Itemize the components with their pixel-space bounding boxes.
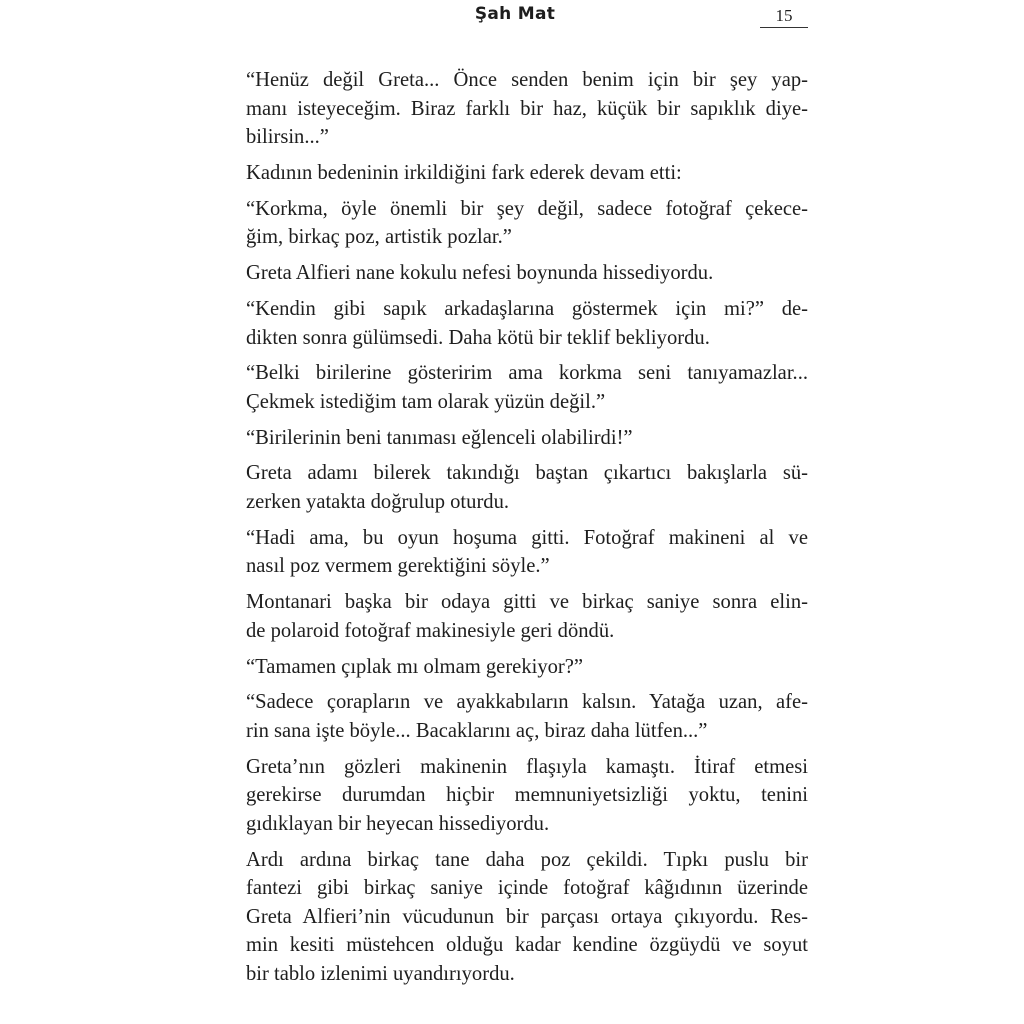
paragraph — [216, 753, 808, 839]
paragraph — [216, 459, 808, 516]
text-line: “Belki birilerine gösteririm ama korkma seni tanıyamazlar... — [246, 362, 808, 385]
text-line: “Kendin gibi sapık arkadaşlarına göstermek için mi?” de- — [246, 297, 808, 320]
paragraph — [216, 359, 808, 416]
text-line: Kadının bedeninin irkildiğini fark ederek devam etti: — [246, 161, 682, 184]
text-line: zerken yatakta doğrulup oturdu. — [246, 491, 510, 514]
text-line: manı isteyeceğim. Biraz farklı bir haz, küçük bir sapıklık diye- — [246, 97, 808, 120]
paragraph — [216, 159, 808, 188]
text-line: Ardı ardına birkaç tane daha poz çekildi. Tıpkı puslu bir — [246, 848, 808, 871]
text-line: nasıl poz vermem gerektiğini söyle.” — [246, 555, 550, 578]
text-line: dikten sonra gülümsedi. Daha kötü bir teklif bekliyordu. — [246, 326, 710, 349]
text-line: “Sadece çorapların ve ayakkabıların kalsın. Yatağa uzan, afe- — [246, 691, 808, 714]
text-line: de polaroid fotoğraf makinesiyle geri döndü. — [246, 619, 615, 642]
paragraph — [216, 424, 808, 453]
text-line: “Henüz değil Greta... Önce senden benim için bir şey yap- — [246, 69, 808, 91]
text-line: fantezi gibi birkaç saniye içinde fotoğraf kâğıdının üzerinde — [246, 877, 808, 900]
running-title: Şah Mat — [474, 4, 556, 24]
paragraph — [216, 846, 808, 989]
text-line: “Hadi ama, bu oyun hoşuma gitti. Fotoğraf makineni al ve — [246, 526, 808, 549]
text-line: “Birilerinin beni tanıması eğlenceli olabilirdi!” — [246, 426, 633, 449]
body-text — [216, 66, 808, 996]
text-line: Greta’nın gözleri makinenin flaşıyla kamaştı. İtiraf etmesi — [246, 755, 808, 778]
text-line: gıdıklayan bir heyecan hissediyordu. — [246, 812, 550, 835]
text-line: min kesiti müstehcen olduğu kadar kendine özgüydü ve soyut — [246, 934, 808, 957]
text-line: Çekmek istediğim tam olarak yüzün değil.” — [246, 390, 606, 413]
text-line: bilirsin...” — [246, 126, 329, 149]
paragraph — [216, 524, 808, 581]
text-line: Greta Alfieri nane kokulu nefesi boynunda hissediyordu. — [246, 262, 714, 285]
text-line: “Korkma, öyle önemli bir şey değil, sadece fotoğraf çekece- — [246, 197, 808, 220]
text-line: gerekirse durumdan hiçbir memnuniyetsizliği yoktu, tenini — [246, 784, 808, 807]
text-line: bir tablo izlenimi uyandırıyordu. — [246, 963, 515, 986]
paragraph — [216, 653, 808, 682]
text-line: ğim, birkaç poz, artistik pozlar.” — [246, 226, 512, 249]
text-line: Greta adamı bilerek takındığı baştan çıkartıcı bakışlarla sü- — [246, 462, 808, 485]
text-line: Montanari başka bir odaya gitti ve birkaç saniye sonra elin- — [246, 591, 808, 614]
paragraph — [216, 259, 808, 288]
paragraph — [216, 295, 808, 352]
text-line: Greta Alfieri’nin vücudunun bir parçası ortaya çıkıyordu. Res- — [246, 905, 808, 928]
paragraph — [216, 195, 808, 252]
page-header — [0, 0, 1024, 40]
text-line: “Tamamen çıplak mı olmam gerekiyor?” — [246, 655, 584, 678]
paragraph — [216, 588, 808, 645]
paragraph — [216, 688, 808, 745]
page-number-rule — [760, 27, 808, 28]
page-number: 15 — [775, 6, 793, 25]
text-line: rin sana işte böyle... Bacaklarını aç, biraz daha lütfen...” — [246, 719, 708, 742]
paragraph — [216, 66, 808, 152]
